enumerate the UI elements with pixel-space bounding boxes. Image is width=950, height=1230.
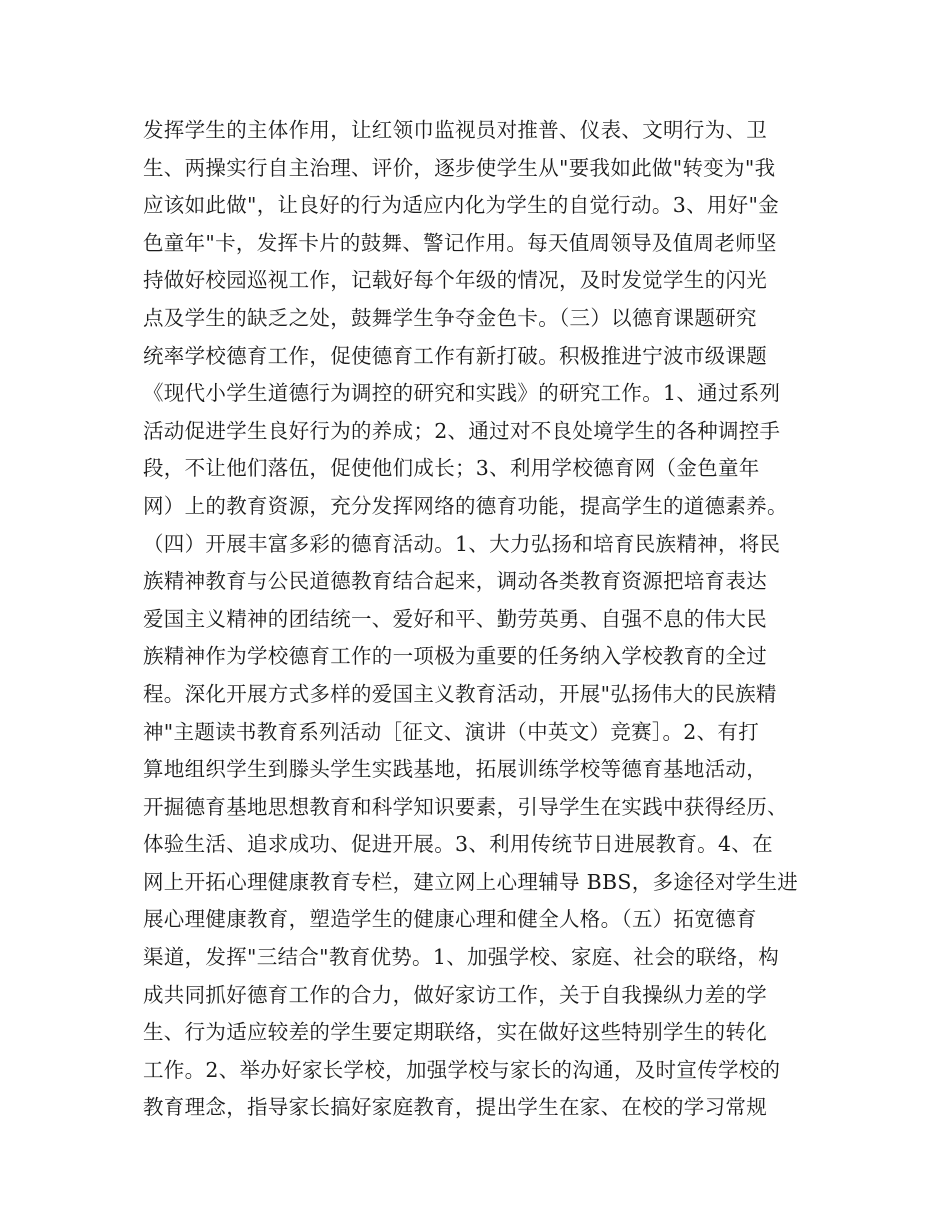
text-line: 神"主题读书教育系列活动［征文、演讲（中英文）竞赛］。2、有打 bbox=[143, 719, 760, 744]
text-line: 算地组织学生到滕头学生实践基地，拓展训练学校等德育基地活动， bbox=[143, 757, 767, 782]
text-line: 生、两操实行自主治理、评价，逐步使学生从"要我如此做"转变为"我 bbox=[143, 155, 776, 180]
text-line: 族精神作为学校德育工作的一项极为重要的任务纳入学校教育的全过 bbox=[143, 644, 767, 669]
text-line: 开掘德育基地思想教育和科学知识要素，引导学生在实践中获得经历、 bbox=[143, 794, 788, 819]
text-line: 活动促进学生良好行为的养成；2、通过对不良处境学生的各种调控手 bbox=[143, 418, 781, 443]
text-line: （四）开展丰富多彩的德育活动。1、大力弘扬和培育民族精神，将民 bbox=[143, 531, 781, 556]
text-line: 展心理健康教育，塑造学生的健康心理和健全人格。（五）拓宽德育 bbox=[143, 907, 757, 932]
text-line: 体验生活、追求成功、促进开展。3、利用传统节日进展教育。4、在 bbox=[143, 832, 773, 857]
text-line: 点及学生的缺乏之处，鼓舞学生争夺金色卡。（三）以德育课题研究 bbox=[143, 305, 757, 330]
text-line: 生、行为适应较差的学生要定期联络，实在做好这些特别学生的转化 bbox=[143, 1020, 767, 1045]
text-line: 网）上的教育资源，充分发挥网络的德育功能，提高学生的道德素养。 bbox=[143, 493, 788, 518]
text-line: 持做好校园巡视工作，记载好每个年级的情况，及时发觉学生的闪光 bbox=[143, 268, 767, 293]
text-line: 色童年"卡，发挥卡片的鼓舞、警记作用。每天值周领导及值周老师坚 bbox=[143, 230, 777, 255]
text-line: 爱国主义精神的团结统一、爱好和平、勤劳英勇、自强不息的伟大民 bbox=[143, 606, 767, 631]
text-line: 工作。2、举办好家长学校，加强学校与家长的沟通，及时宣传学校的 bbox=[143, 1057, 781, 1082]
body-text bbox=[143, 112, 823, 1127]
text-line: 成共同抓好德育工作的合力，做好家访工作，关于自我操纵力差的学 bbox=[143, 982, 767, 1007]
text-line: 族精神教育与公民道德教育结合起来，调动各类教育资源把培育表达 bbox=[143, 569, 767, 594]
text-line: 网上开拓心理健康教育专栏，建立网上心理辅导 BBS，多途径对学生进 bbox=[143, 869, 799, 894]
text-line: 段，不让他们落伍，促使他们成长；3、利用学校德育网（金色童年 bbox=[143, 456, 760, 481]
text-line: 程。深化开展方式多样的爱国主义教育活动，开展"弘扬伟大的民族精 bbox=[143, 681, 777, 706]
text-line: 渠道，发挥"三结合"教育优势。1、加强学校、家庭、社会的联络，构 bbox=[143, 945, 779, 970]
text-line: 应该如此做"，让良好的行为适应内化为学生的自觉行动。3、用好"金 bbox=[143, 193, 779, 218]
text-line: 教育理念，指导家长搞好家庭教育，提出学生在家、在校的学习常规 bbox=[143, 1095, 767, 1120]
text-line: 统率学校德育工作，促使德育工作有新打破。积极推进宁波市级课题 bbox=[143, 343, 767, 368]
text-line: 发挥学生的主体作用，让红领巾监视员对推普、仪表、文明行为、卫 bbox=[143, 118, 767, 142]
text-line: 《现代小学生道德行为调控的研究和实践》的研究工作。1、通过系列 bbox=[143, 381, 781, 406]
